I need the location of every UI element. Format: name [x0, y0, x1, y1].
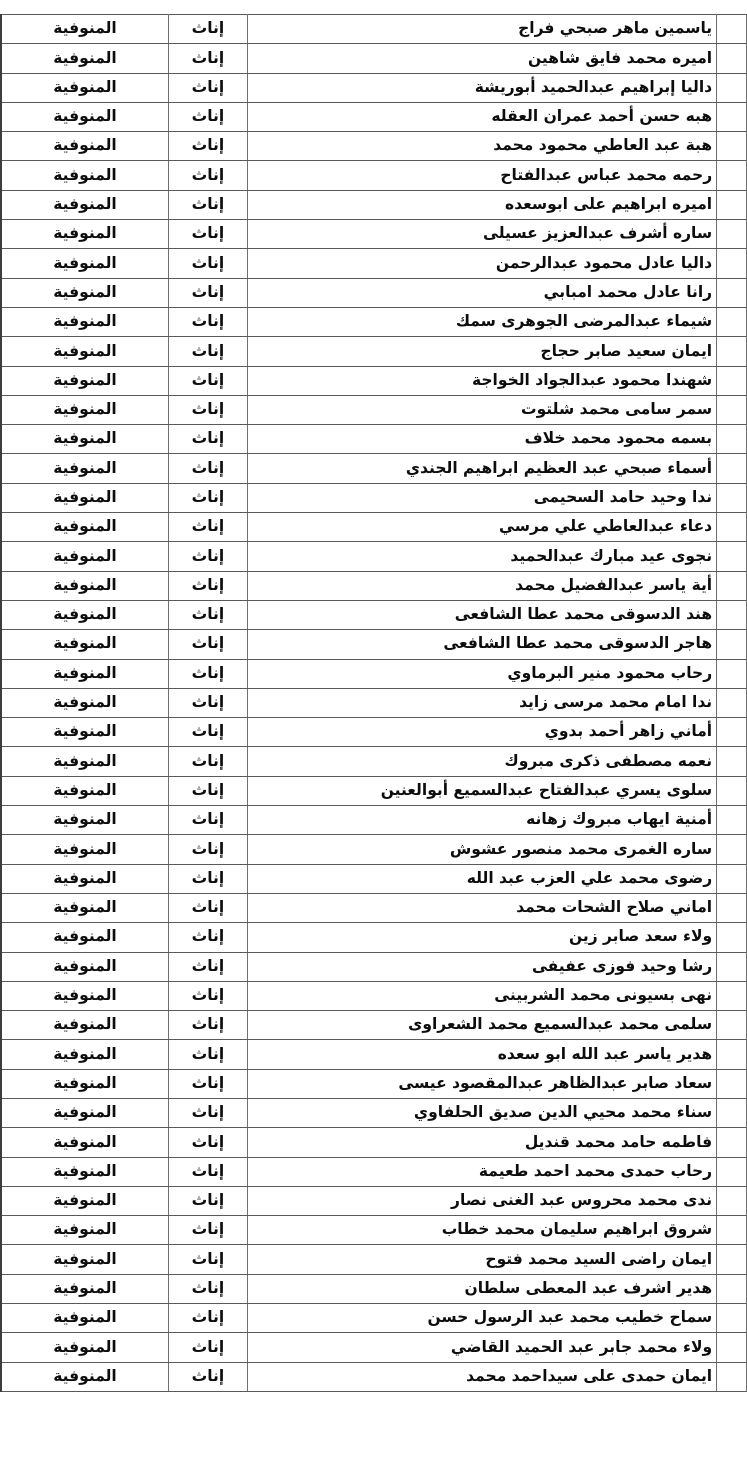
cell-name: ساره أشرف عبدالعزيز عسيلى [247, 220, 716, 249]
cell-serial [717, 1333, 747, 1362]
cell-gender: إناث [169, 776, 248, 805]
cell-name: ساره الغمرى محمد منصور عشوش [247, 835, 716, 864]
cell-serial [717, 1040, 747, 1069]
cell-gender: إناث [169, 278, 248, 307]
cell-serial [717, 1362, 747, 1391]
cell-gender: إناث [169, 307, 248, 336]
cell-serial [717, 337, 747, 366]
cell-name: شهندا محمود عبدالجواد الخواجة [247, 366, 716, 395]
table-row [1, 1128, 747, 1157]
cell-name: سعاد صابر عبدالظاهر عبدالمقصود عيسى [247, 1069, 716, 1098]
cell-governorate: المنوفية [1, 1040, 169, 1069]
cell-governorate: المنوفية [1, 395, 169, 424]
table-row [1, 893, 747, 922]
table-row [1, 1040, 747, 1069]
cell-name: رانا عادل محمد امبابي [247, 278, 716, 307]
cell-serial [717, 249, 747, 278]
table-row [1, 981, 747, 1010]
cell-serial [717, 835, 747, 864]
table-row [1, 1362, 747, 1391]
table-row [1, 542, 747, 571]
cell-serial [717, 1069, 747, 1098]
table-row [1, 454, 747, 483]
cell-name: اميره ابراهيم على ابوسعده [247, 190, 716, 219]
cell-name: ندى محمد محروس عبد الغنى نصار [247, 1186, 716, 1215]
cell-serial [717, 366, 747, 395]
cell-gender: إناث [169, 1157, 248, 1186]
cell-serial [717, 1157, 747, 1186]
cell-governorate: المنوفية [1, 952, 169, 981]
cell-name: رحاب حمدى محمد احمد طعيمة [247, 1157, 716, 1186]
cell-gender: إناث [169, 1098, 248, 1127]
cell-name: هدير ياسر عبد الله ابو سعده [247, 1040, 716, 1069]
table-row [1, 747, 747, 776]
cell-governorate: المنوفية [1, 190, 169, 219]
table-row [1, 1098, 747, 1127]
cell-gender: إناث [169, 1274, 248, 1303]
cell-governorate: المنوفية [1, 1333, 169, 1362]
cell-gender: إناث [169, 337, 248, 366]
names-table-body [1, 15, 747, 1392]
cell-serial [717, 630, 747, 659]
cell-name: رشا وحيد فوزى عفيفى [247, 952, 716, 981]
table-row [1, 513, 747, 542]
cell-governorate: المنوفية [1, 220, 169, 249]
cell-name: نهى بسيونى محمد الشربينى [247, 981, 716, 1010]
cell-governorate: المنوفية [1, 366, 169, 395]
table-row [1, 1157, 747, 1186]
table-row [1, 1245, 747, 1274]
cell-gender: إناث [169, 600, 248, 629]
cell-serial [717, 454, 747, 483]
table-row [1, 249, 747, 278]
cell-name: ايمان راضى السيد محمد فتوح [247, 1245, 716, 1274]
cell-governorate: المنوفية [1, 44, 169, 73]
table-row [1, 15, 747, 44]
table-row [1, 1011, 747, 1040]
cell-serial [717, 864, 747, 893]
cell-name: سلوى يسري عبدالفتاح عبدالسميع أبوالعنين [247, 776, 716, 805]
cell-name: أماني زاهر أحمد بدوي [247, 718, 716, 747]
cell-governorate: المنوفية [1, 1157, 169, 1186]
table-row [1, 1274, 747, 1303]
table-row [1, 600, 747, 629]
cell-governorate: المنوفية [1, 1274, 169, 1303]
table-row [1, 44, 747, 73]
cell-name: أمنية ايهاب مبروك زهانه [247, 806, 716, 835]
cell-serial [717, 600, 747, 629]
cell-serial [717, 806, 747, 835]
cell-serial [717, 776, 747, 805]
cell-name: سناء محمد محيي الدين صديق الحلفاوي [247, 1098, 716, 1127]
table-row [1, 806, 747, 835]
cell-name: سماح خطيب محمد عبد الرسول حسن [247, 1304, 716, 1333]
cell-governorate: المنوفية [1, 1128, 169, 1157]
cell-serial [717, 952, 747, 981]
cell-serial [717, 483, 747, 512]
cell-serial [717, 190, 747, 219]
cell-gender: إناث [169, 923, 248, 952]
cell-name: فاطمه حامد محمد قنديل [247, 1128, 716, 1157]
cell-governorate: المنوفية [1, 73, 169, 102]
cell-serial [717, 1098, 747, 1127]
table-row [1, 659, 747, 688]
cell-name: هبه حسن أحمد عمران العقله [247, 102, 716, 131]
cell-gender: إناث [169, 952, 248, 981]
cell-serial [717, 425, 747, 454]
cell-gender: إناث [169, 981, 248, 1010]
cell-governorate: المنوفية [1, 630, 169, 659]
table-row [1, 864, 747, 893]
cell-governorate: المنوفية [1, 542, 169, 571]
table-row [1, 1333, 747, 1362]
table-row [1, 1216, 747, 1245]
cell-name: نعمه مصطفى ذكرى مبروك [247, 747, 716, 776]
cell-serial [717, 981, 747, 1010]
cell-gender: إناث [169, 1362, 248, 1391]
cell-governorate: المنوفية [1, 161, 169, 190]
table-row [1, 923, 747, 952]
cell-gender: إناث [169, 220, 248, 249]
cell-gender: إناث [169, 747, 248, 776]
cell-gender: إناث [169, 161, 248, 190]
cell-governorate: المنوفية [1, 600, 169, 629]
cell-governorate: المنوفية [1, 102, 169, 131]
table-row [1, 73, 747, 102]
cell-name: ياسمين ماهر صبحي فراج [247, 15, 716, 44]
cell-serial [717, 44, 747, 73]
cell-name: داليا عادل محمود عبدالرحمن [247, 249, 716, 278]
cell-gender: إناث [169, 718, 248, 747]
cell-gender: إناث [169, 1333, 248, 1362]
table-row [1, 952, 747, 981]
cell-name: شروق ابراهيم سليمان محمد خطاب [247, 1216, 716, 1245]
cell-name: رحمه محمد عباس عبدالفتاح [247, 161, 716, 190]
cell-gender: إناث [169, 688, 248, 717]
cell-name: ولاء سعد صابر زين [247, 923, 716, 952]
cell-governorate: المنوفية [1, 454, 169, 483]
cell-gender: إناث [169, 249, 248, 278]
cell-gender: إناث [169, 659, 248, 688]
cell-governorate: المنوفية [1, 483, 169, 512]
cell-gender: إناث [169, 395, 248, 424]
cell-governorate: المنوفية [1, 923, 169, 952]
table-row [1, 718, 747, 747]
cell-governorate: المنوفية [1, 513, 169, 542]
cell-serial [717, 161, 747, 190]
cell-name: سلمى محمد عبدالسميع محمد الشعراوى [247, 1011, 716, 1040]
cell-name: هند الدسوقى محمد عطا الشافعى [247, 600, 716, 629]
cell-gender: إناث [169, 366, 248, 395]
cell-serial [717, 1216, 747, 1245]
cell-gender: إناث [169, 425, 248, 454]
cell-governorate: المنوفية [1, 1069, 169, 1098]
cell-governorate: المنوفية [1, 278, 169, 307]
table-row [1, 102, 747, 131]
cell-serial [717, 1128, 747, 1157]
cell-serial [717, 923, 747, 952]
cell-name: اماني صلاح الشحات محمد [247, 893, 716, 922]
cell-serial [717, 659, 747, 688]
cell-name: سمر سامى محمد شلتوت [247, 395, 716, 424]
table-row [1, 161, 747, 190]
cell-name: ندا امام محمد مرسى زايد [247, 688, 716, 717]
cell-governorate: المنوفية [1, 1216, 169, 1245]
cell-governorate: المنوفية [1, 1245, 169, 1274]
cell-serial [717, 571, 747, 600]
cell-serial [717, 688, 747, 717]
cell-gender: إناث [169, 44, 248, 73]
table-row [1, 1304, 747, 1333]
cell-governorate: المنوفية [1, 1186, 169, 1215]
cell-gender: إناث [169, 864, 248, 893]
cell-serial [717, 893, 747, 922]
cell-governorate: المنوفية [1, 776, 169, 805]
cell-governorate: المنوفية [1, 307, 169, 336]
cell-name: أية ياسر عبدالفضيل محمد [247, 571, 716, 600]
cell-gender: إناث [169, 15, 248, 44]
cell-gender: إناث [169, 893, 248, 922]
cell-serial [717, 718, 747, 747]
cell-gender: إناث [169, 1216, 248, 1245]
cell-governorate: المنوفية [1, 1098, 169, 1127]
names-list-table [0, 14, 747, 1392]
cell-governorate: المنوفية [1, 1011, 169, 1040]
cell-governorate: المنوفية [1, 337, 169, 366]
cell-governorate: المنوفية [1, 659, 169, 688]
table-row [1, 776, 747, 805]
cell-name: رحاب محمود منير البرماوي [247, 659, 716, 688]
cell-governorate: المنوفية [1, 688, 169, 717]
cell-gender: إناث [169, 102, 248, 131]
cell-serial [717, 73, 747, 102]
cell-name: شيماء عبدالمرضى الجوهرى سمك [247, 307, 716, 336]
table-row [1, 220, 747, 249]
cell-serial [717, 542, 747, 571]
cell-governorate: المنوفية [1, 1362, 169, 1391]
cell-gender: إناث [169, 1304, 248, 1333]
cell-serial [717, 278, 747, 307]
cell-governorate: المنوفية [1, 864, 169, 893]
cell-name: بسمه محمود محمد خلاف [247, 425, 716, 454]
table-row [1, 483, 747, 512]
cell-gender: إناث [169, 542, 248, 571]
cell-gender: إناث [169, 454, 248, 483]
cell-gender: إناث [169, 571, 248, 600]
cell-name: دعاء عبدالعاطي علي مرسي [247, 513, 716, 542]
cell-serial [717, 15, 747, 44]
cell-name: نجوى عيد مبارك عبدالحميد [247, 542, 716, 571]
cell-name: ايمان حمدى على سيداحمد محمد [247, 1362, 716, 1391]
cell-serial [717, 1304, 747, 1333]
table-row [1, 425, 747, 454]
cell-serial [717, 1274, 747, 1303]
cell-name: هبة عبد العاطي محمود محمد [247, 132, 716, 161]
table-row [1, 337, 747, 366]
cell-governorate: المنوفية [1, 132, 169, 161]
table-row [1, 1186, 747, 1215]
cell-governorate: المنوفية [1, 571, 169, 600]
cell-gender: إناث [169, 1128, 248, 1157]
cell-gender: إناث [169, 513, 248, 542]
table-row [1, 688, 747, 717]
cell-serial [717, 1011, 747, 1040]
table-row [1, 571, 747, 600]
table-row [1, 307, 747, 336]
cell-governorate: المنوفية [1, 425, 169, 454]
cell-serial [717, 1245, 747, 1274]
cell-serial [717, 307, 747, 336]
cell-governorate: المنوفية [1, 718, 169, 747]
cell-gender: إناث [169, 1069, 248, 1098]
cell-gender: إناث [169, 806, 248, 835]
cell-gender: إناث [169, 1040, 248, 1069]
cell-gender: إناث [169, 483, 248, 512]
table-row [1, 132, 747, 161]
cell-name: داليا إبراهيم عبدالحميد أبوريشة [247, 73, 716, 102]
cell-gender: إناث [169, 190, 248, 219]
cell-governorate: المنوفية [1, 1304, 169, 1333]
table-row [1, 190, 747, 219]
cell-name: هدير اشرف عبد المعطى سلطان [247, 1274, 716, 1303]
cell-gender: إناث [169, 1011, 248, 1040]
cell-gender: إناث [169, 73, 248, 102]
cell-serial [717, 220, 747, 249]
cell-name: هاجر الدسوقى محمد عطا الشافعى [247, 630, 716, 659]
cell-serial [717, 513, 747, 542]
cell-governorate: المنوفية [1, 747, 169, 776]
cell-name: أسماء صبحي عبد العظيم ابراهيم الجندي [247, 454, 716, 483]
cell-gender: إناث [169, 835, 248, 864]
cell-serial [717, 102, 747, 131]
table-row [1, 835, 747, 864]
table-row [1, 630, 747, 659]
cell-governorate: المنوفية [1, 249, 169, 278]
table-row [1, 366, 747, 395]
cell-name: ندا وحيد حامد السحيمى [247, 483, 716, 512]
cell-gender: إناث [169, 1186, 248, 1215]
cell-gender: إناث [169, 1245, 248, 1274]
cell-name: رضوى محمد علي العزب عبد الله [247, 864, 716, 893]
cell-name: ولاء محمد جابر عبد الحميد القاضي [247, 1333, 716, 1362]
cell-governorate: المنوفية [1, 835, 169, 864]
cell-serial [717, 395, 747, 424]
cell-governorate: المنوفية [1, 806, 169, 835]
cell-gender: إناث [169, 132, 248, 161]
cell-governorate: المنوفية [1, 981, 169, 1010]
table-row [1, 395, 747, 424]
cell-serial [717, 132, 747, 161]
cell-gender: إناث [169, 630, 248, 659]
table-row [1, 1069, 747, 1098]
cell-serial [717, 747, 747, 776]
cell-name: ايمان سعيد صابر حجاج [247, 337, 716, 366]
cell-serial [717, 1186, 747, 1215]
cell-governorate: المنوفية [1, 893, 169, 922]
cell-governorate: المنوفية [1, 15, 169, 44]
table-row [1, 278, 747, 307]
cell-name: اميره محمد فايق شاهين [247, 44, 716, 73]
